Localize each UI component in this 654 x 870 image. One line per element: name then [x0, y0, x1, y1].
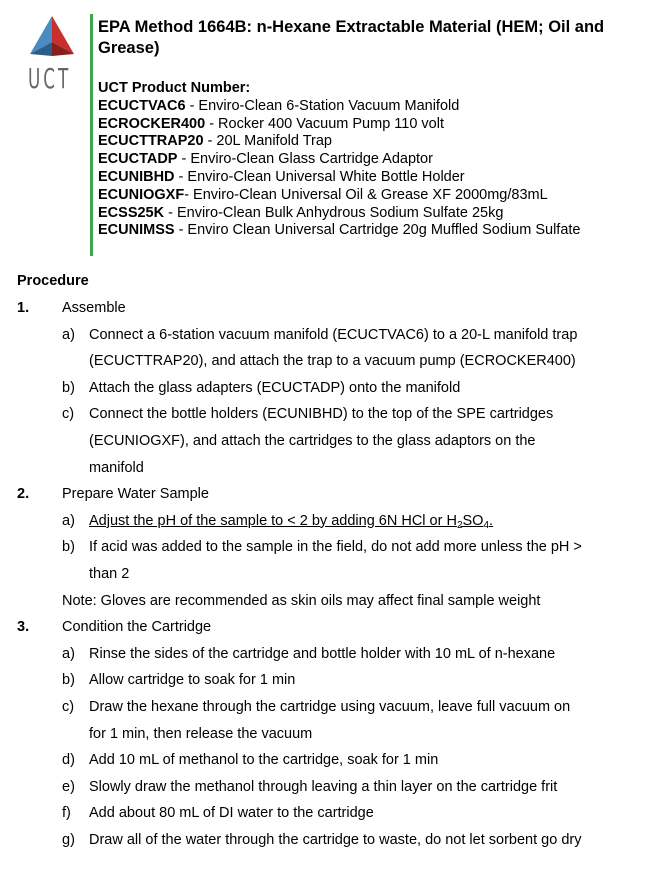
step-number: 3.	[17, 619, 30, 636]
step-number: 2.	[17, 486, 30, 503]
logo-text: UCT	[28, 62, 72, 95]
product-item	[98, 222, 646, 240]
product-code: ECUNIOGXF	[98, 186, 185, 203]
substep-letter: d)	[62, 752, 75, 769]
product-item	[98, 98, 646, 116]
product-code: ECUNIMSS	[98, 222, 175, 239]
substep-text: Draw the hexane through the cartridge using vacuum, leave full vacuum on	[89, 699, 571, 715]
product-description: - Enviro-Clean Universal Oil & Grease XF 2000mg/83mL	[184, 186, 548, 203]
procedure-title: Procedure	[17, 273, 89, 289]
product-code: ECUCTTRAP20	[98, 133, 204, 150]
product-item	[98, 116, 646, 134]
substep-text: Slowly draw the methanol through leaving a thin layer on the cartridge frit	[89, 778, 558, 795]
accent-bar	[90, 14, 93, 256]
substep-text: If acid was added to the sample in the field, do not add more unless the pH >	[89, 539, 582, 556]
substep-text: Connect the bottle holders (ECUNIBHD) to the top of the SPE cartridges	[89, 406, 554, 423]
substep-letter: e)	[62, 778, 75, 795]
substep-letter: f)	[62, 805, 71, 822]
document-header	[0, 0, 654, 260]
substep-letter: b)	[62, 379, 75, 396]
product-description: - Enviro-Clean Glass Cartridge Adaptor	[177, 151, 433, 168]
substep-letter: b)	[62, 672, 75, 689]
product-description: - Enviro Clean Universal Cartridge 20g Muffled Sodium Sulfate	[174, 222, 581, 239]
product-description: - Rocker 400 Vacuum Pump 110 volt	[205, 115, 444, 132]
substep-letter: a)	[62, 512, 75, 529]
product-code: ECUNIBHD	[98, 168, 175, 185]
substep-text: manifold	[89, 459, 144, 476]
substep-letter: a)	[62, 326, 75, 343]
step-label: Condition the Cartridge	[62, 619, 212, 636]
substep-letter: b)	[62, 539, 75, 556]
substep-text: Draw all of the water through the cartridge to waste, do not let sorbent go dry	[89, 832, 582, 848]
substep-letter: a)	[62, 645, 75, 662]
step-note: Note: Gloves are recommended as skin oils may affect final sample weight	[62, 592, 541, 609]
product-list	[98, 80, 646, 240]
substep-text: (ECUNIOGXF), and attach the cartridges to the glass adaptors on the	[89, 433, 536, 449]
substep-text: Adjust the pH of the sample to < 2 by adding 6N HCl or $H_2SO_4$.	[89, 512, 494, 531]
product-item	[98, 169, 646, 187]
step-number: 1.	[17, 300, 30, 316]
substep-text: Add about 80 mL of DI water to the cartridge	[89, 805, 374, 822]
substep-letter: c)	[62, 699, 75, 715]
product-item	[98, 133, 646, 151]
substep-text: Attach the glass adapters (ECUCTADP) onto the manifold	[89, 379, 461, 396]
product-code: ECROCKER400	[98, 115, 206, 132]
product-item	[98, 151, 646, 169]
product-description: - Enviro-Clean Universal White Bottle Holder	[174, 168, 465, 185]
substep-text: Allow cartridge to soak for 1 min	[89, 672, 296, 689]
substep-letter: c)	[62, 406, 75, 423]
substep-text: (ECUCTTRAP20), and attach the trap to a vacuum pump (ECROCKER400)	[89, 353, 576, 370]
step-label: Assemble	[62, 300, 126, 316]
substep-text: Rinse the sides of the cartridge and bottle holder with 10 mL of n-hexane	[89, 645, 556, 662]
product-code: ECSS25K	[98, 204, 165, 221]
substep-text: than 2	[89, 566, 130, 582]
step-label: Prepare Water Sample	[62, 486, 209, 503]
product-item	[98, 205, 646, 223]
substep-text: for 1 min, then release the vacuum	[89, 725, 313, 742]
product-description: - Enviro-Clean Bulk Anhydrous Sodium Sulfate 25kg	[164, 204, 504, 221]
page-title: EPA Method 1664B: n-Hexane Extractable Material (HEM; Oil and Grease)	[98, 18, 605, 57]
product-description: - 20L Manifold Trap	[203, 133, 332, 150]
substep-letter: g)	[62, 832, 75, 848]
product-description: - Enviro-Clean 6-Station Vacuum Manifold	[185, 97, 460, 114]
product-code: ECUCTVAC6	[98, 97, 186, 114]
product-code: ECUCTADP	[98, 151, 178, 168]
product-item	[98, 187, 646, 205]
product-heading: UCT Product Number:	[98, 80, 251, 96]
substep-text: Connect a 6-station vacuum manifold (ECUCTVAC6) to a 20-L manifold trap	[89, 326, 578, 343]
substep-text: Add 10 mL of methanol to the cartridge, soak for 1 min	[89, 752, 439, 769]
